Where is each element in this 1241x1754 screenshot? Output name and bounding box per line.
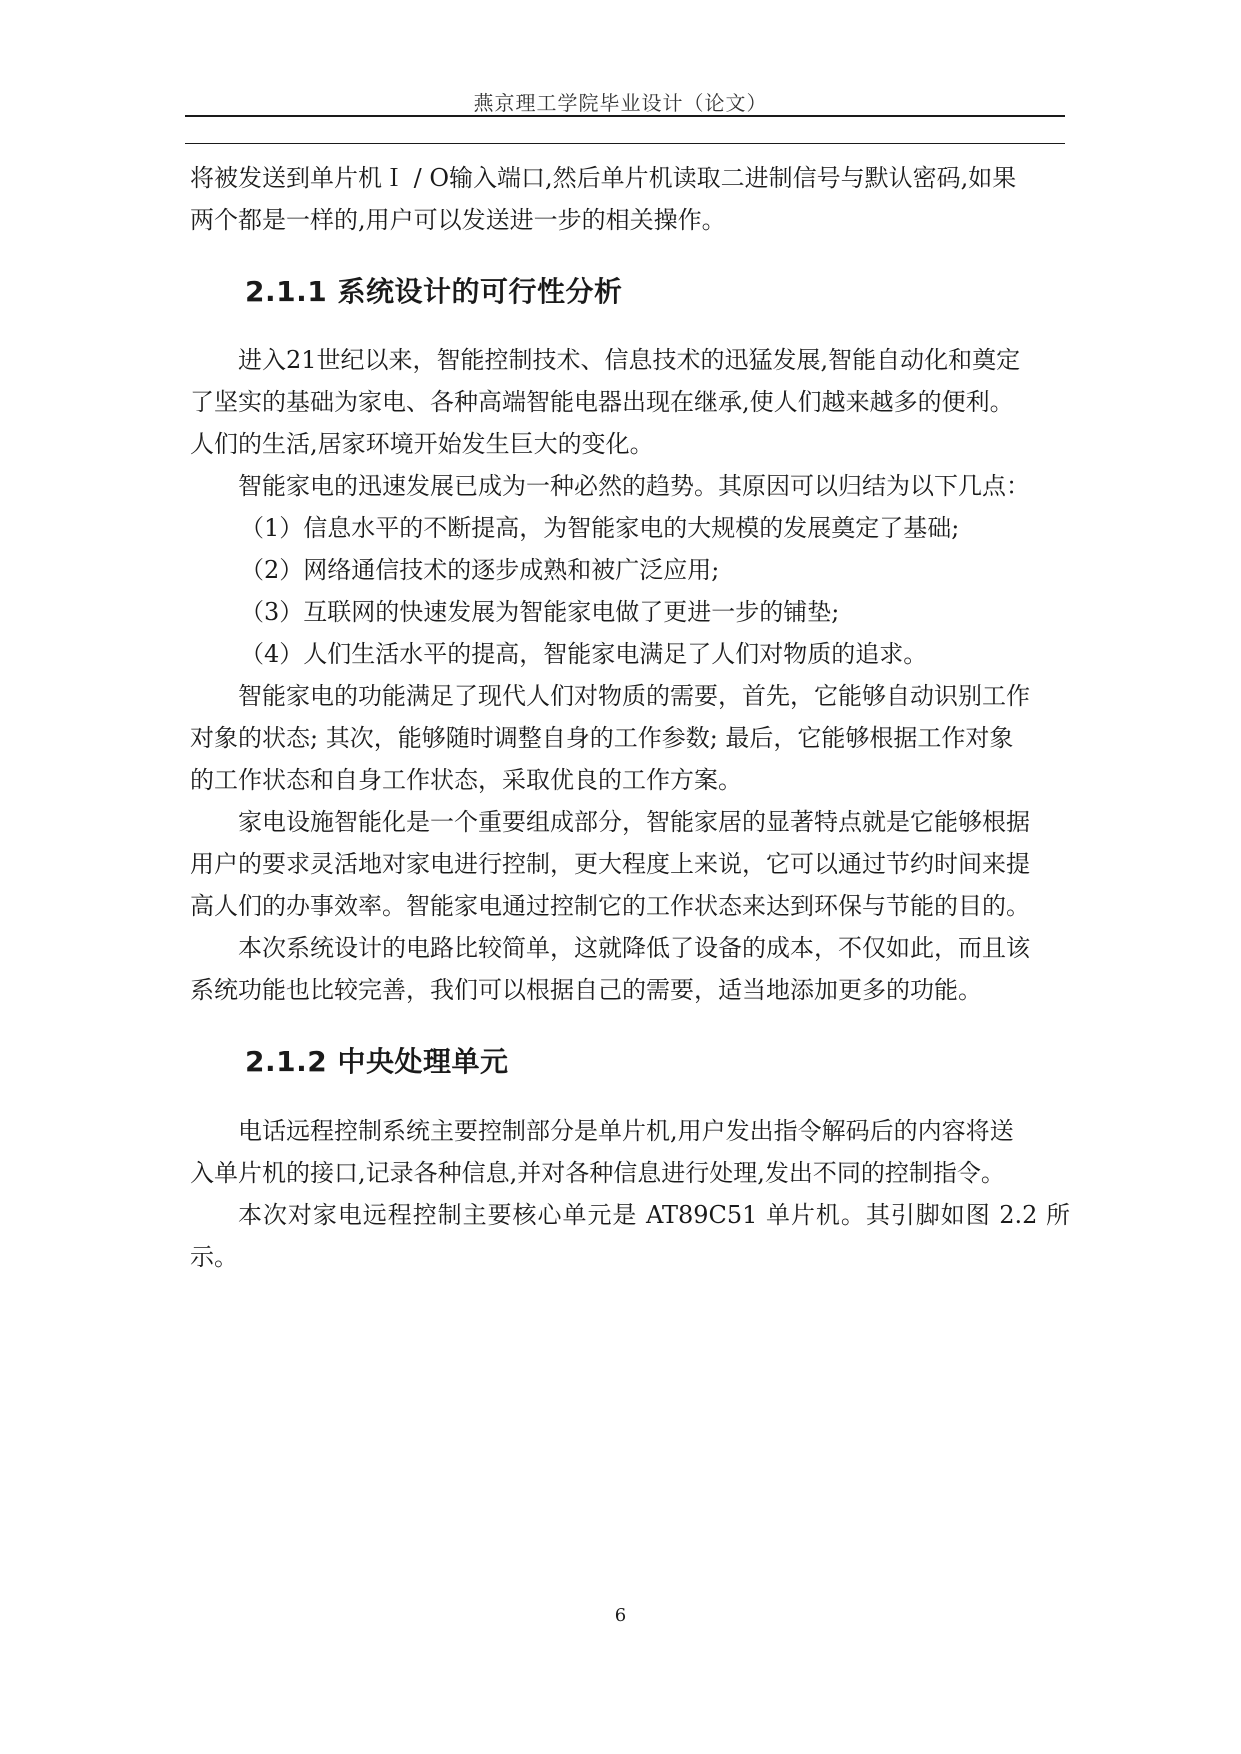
paragraph-line: 智能家电的迅速发展已成为一种必然的趋势。其原因可以归结为以下几点： <box>238 472 1030 500</box>
reason-list <box>240 507 1120 675</box>
paragraph-line: 了坚实的基础为家电、各种高端智能电器出现在继承,使人们越来越多的便利。 <box>190 388 1014 416</box>
page-number: 6 <box>614 1605 627 1626</box>
header-rule <box>185 115 1065 117</box>
paragraph-line: 电话远程控制系统主要控制部分是单片机,用户发出指令解码后的内容将送 <box>238 1117 1014 1145</box>
section-211-paragraph-1 <box>190 339 1070 465</box>
paragraph-line: 本次系统设计的电路比较简单，这就降低了设备的成本，不仅如此，而且该 <box>238 934 1030 962</box>
paragraph-line: 高人们的办事效率。智能家电通过控制它的工作状态来达到环保与节能的目的。 <box>190 892 1030 920</box>
paragraph-line: 家电设施智能化是一个重要组成部分，智能家居的显著特点就是它能够根据 <box>238 808 1030 836</box>
paragraph-line: 本次对家电远程控制主要核心单元是 AT89C51 单片机。其引脚如图 2.2 所示。 <box>190 1201 1070 1271</box>
section-heading-2-1-2: 2.1.2 中央处理单元 <box>245 1045 509 1078</box>
intro-line: 将被发送到单片机Ｉ / O输入端口,然后单片机读取二进制信号与默认密码,如果 <box>190 164 1017 192</box>
list-item: （3）互联网的快速发展为智能家电做了更进一步的铺垫; <box>240 598 840 626</box>
list-item: （4）人们生活水平的提高，智能家电满足了人们对物质的追求。 <box>240 640 928 668</box>
intro-line: 两个都是一样的,用户可以发送进一步的相关操作。 <box>190 206 726 234</box>
section-heading-2-1-1: 2.1.1 系统设计的可行性分析 <box>245 275 623 308</box>
paragraph-line: 智能家电的功能满足了现代人们对物质的需要，首先，它能够自动识别工作 <box>238 682 1030 710</box>
section-212-paragraph-2 <box>190 1194 1070 1278</box>
paragraph-line: 人们的生活,居家环境开始发生巨大的变化。 <box>190 430 654 458</box>
paragraph-line: 的工作状态和自身工作状态，采取优良的工作方案。 <box>190 766 742 794</box>
section-211-paragraph-5 <box>190 927 1070 1011</box>
section-211-paragraph-3 <box>190 675 1070 801</box>
paragraph-line: 进入21世纪以来，智能控制技术、信息技术的迅猛发展,智能自动化和奠定 <box>238 346 1021 374</box>
intro-paragraph <box>190 157 1070 241</box>
list-item: （2）网络通信技术的逐步成熟和被广泛应用; <box>240 556 720 584</box>
section-211-paragraph-4 <box>190 801 1070 927</box>
section-212-paragraph-1 <box>190 1110 1070 1194</box>
header-rule-secondary <box>185 143 1065 144</box>
paragraph-line: 系统功能也比较完善，我们可以根据自己的需要，适当地添加更多的功能。 <box>190 976 982 1004</box>
paragraph-line: 入单片机的接口,记录各种信息,并对各种信息进行处理,发出不同的控制指令。 <box>190 1159 1005 1187</box>
paragraph-line: 对象的状态; 其次，能够随时调整自身的工作参数; 最后，它能够根据工作对象 <box>190 724 1014 752</box>
section-211-paragraph-2 <box>190 465 1070 507</box>
paragraph-line: 用户的要求灵活地对家电进行控制，更大程度上来说，它可以通过节约时间来提 <box>190 850 1030 878</box>
list-item: （1）信息水平的不断提高，为智能家电的大规模的发展奠定了基础; <box>240 514 960 542</box>
header-title: 燕京理工学院毕业设计（论文） <box>473 91 768 115</box>
